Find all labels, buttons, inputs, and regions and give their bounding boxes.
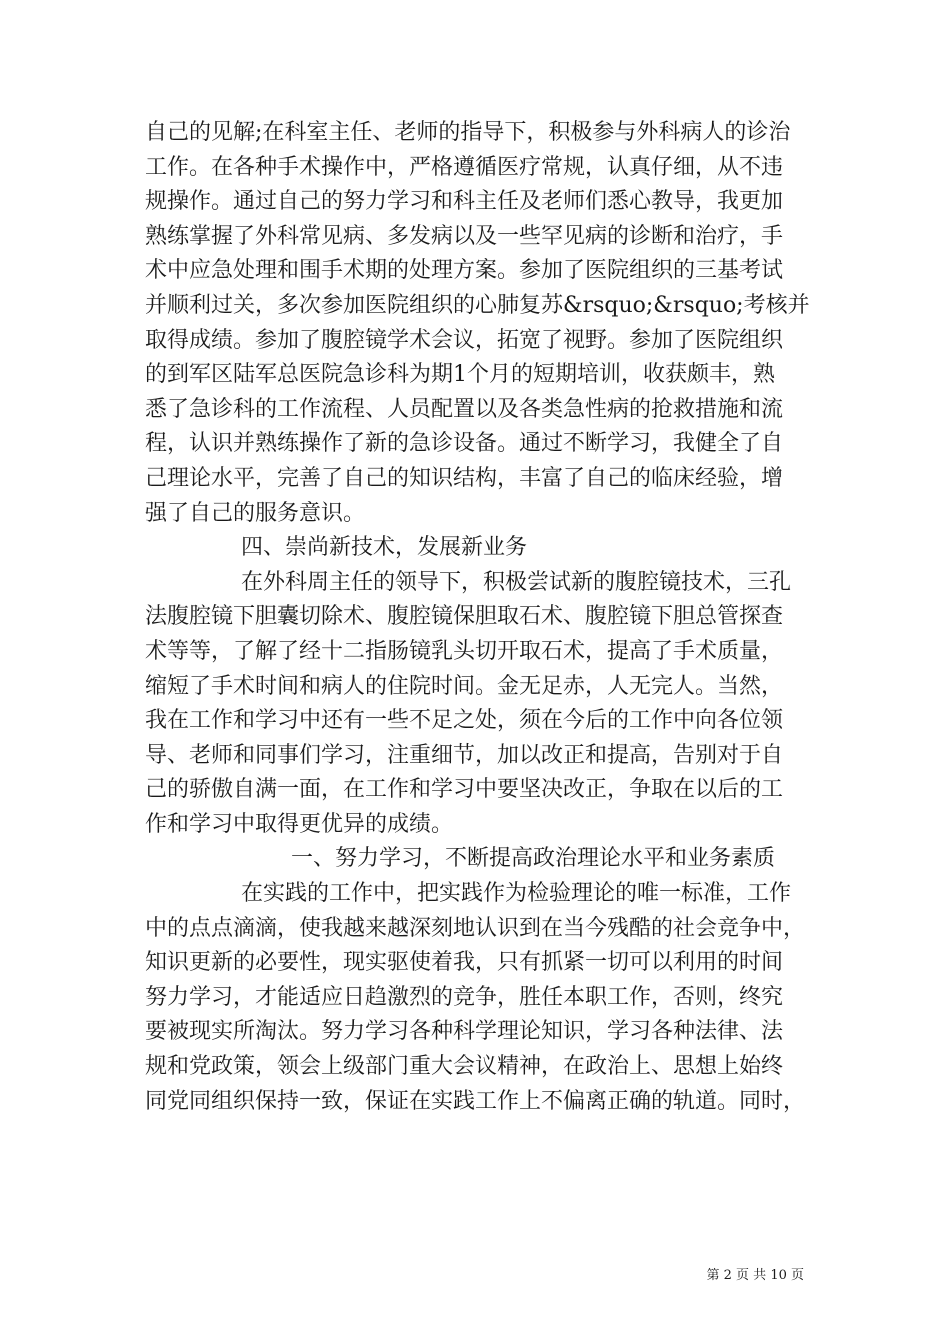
text-line: 己的骄傲自满一面，在工作和学习中要坚决改正，争取在以后的工 xyxy=(145,777,784,803)
text-line: 导、老师和同事们学习，注重细节，加以改正和提高，告别对于自 xyxy=(145,742,784,768)
text-line: 规和党政策，领会上级部门重大会议精神，在政治上、思想上始终 xyxy=(145,1054,784,1080)
text-line: 我在工作和学习中还有一些不足之处，须在今后的工作中向各位领 xyxy=(145,708,784,734)
text-line: 取得成绩。参加了腹腔镜学术会议，拓宽了视野。参加了医院组织 xyxy=(145,327,784,353)
text-line: 法腹腔镜下胆囊切除术、腹腔镜保胆取石术、腹腔镜下胆总管探查 xyxy=(145,604,784,630)
text-line: 中的点点滴滴，使我越来越深刻地认识到在当今残酷的社会竞争中， xyxy=(145,915,806,941)
text-line: 在外科周主任的领导下，积极尝试新的腹腔镜技术，三孔 xyxy=(241,569,792,595)
text-line: 程，认识并熟练操作了新的急诊设备。通过不断学习，我健全了自 xyxy=(145,431,784,457)
text-line: 要被现实所淘汰。努力学习各种科学理论知识，学习各种法律、法 xyxy=(145,1019,784,1045)
section-heading: 一、努力学习，不断提高政治理论水平和业务素质 xyxy=(291,846,776,872)
text-line: 自己的见解;在科室主任、老师的指导下，积极参与外科病人的诊治 xyxy=(145,120,791,145)
text-line: 努力学习，才能适应日趋激烈的竞争，胜任本职工作，否则，终究 xyxy=(145,984,784,1010)
text-line: 同党同组织保持一致，保证在实践工作上不偏离正确的轨道。同时， xyxy=(145,1088,806,1114)
text-line: 在实践的工作中，把实践作为检验理论的唯一标准，工作 xyxy=(241,881,792,907)
text-line: 工作。在各种手术操作中，严格遵循医疗常规，认真仔细，从不违 xyxy=(145,154,784,180)
text-line: 强了自己的服务意识。 xyxy=(145,500,366,526)
text-line: 规操作。通过自己的努力学习和科主任及老师们悉心教导，我更加 xyxy=(145,189,784,215)
section-heading: 四、崇尚新技术，发展新业务 xyxy=(241,535,528,561)
body-text xyxy=(145,116,825,1119)
text-line: 术等等，了解了经十二指肠镜乳头切开取石术，提高了手术质量， xyxy=(145,638,784,664)
page-number: 第 2 页 共 10 页 xyxy=(706,1268,804,1283)
text-line: 缩短了手术时间和病人的住院时间。金无足赤，人无完人。当然， xyxy=(145,673,784,699)
text-line: 术中应急处理和围手术期的处理方案。参加了医院组织的三基考试 xyxy=(145,258,784,284)
text-line: 的到军区陆军总医院急诊科为期1个月的短期培训，收获颇丰，熟 xyxy=(145,362,775,388)
text-line: 己理论水平，完善了自己的知识结构，丰富了自己的临床经验，增 xyxy=(145,465,784,491)
text-line: 并顺利过关，多次参加医院组织的心肺复苏&rsquo;&rsquo;考核并 xyxy=(145,292,810,318)
text-line: 悉了急诊科的工作流程、人员配置以及各类急性病的抢救措施和流 xyxy=(145,396,784,422)
text-line: 知识更新的必要性，现实驱使着我，只有抓紧一切可以利用的时间 xyxy=(145,950,784,976)
text-line: 作和学习中取得更优异的成绩。 xyxy=(145,811,454,837)
text-line: 熟练掌握了外科常见病、多发病以及一些罕见病的诊断和治疗，手 xyxy=(145,223,784,249)
